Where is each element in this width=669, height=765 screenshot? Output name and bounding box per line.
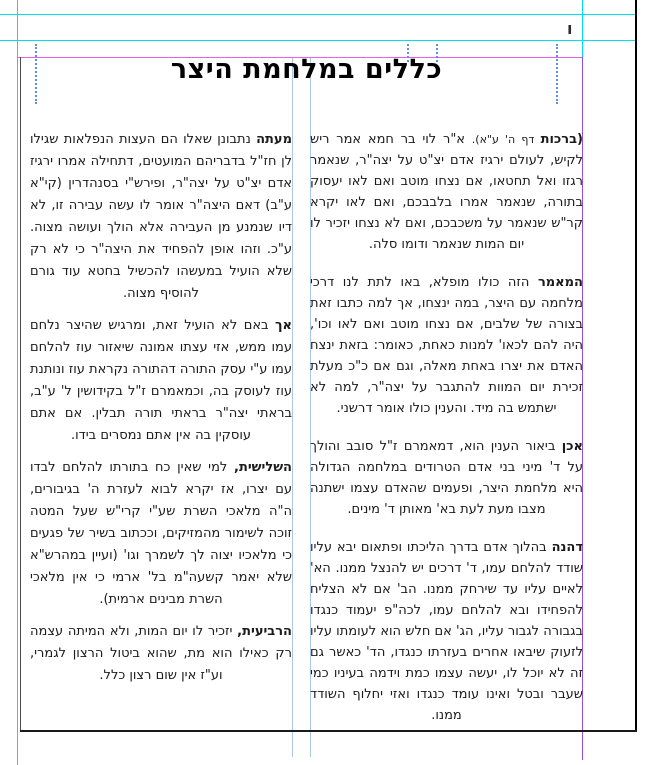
margin-guide-horizontal-header bbox=[0, 40, 636, 41]
page-border-right bbox=[635, 0, 637, 731]
paragraph bbox=[30, 129, 292, 305]
folio-page-mark: ו bbox=[567, 19, 573, 38]
margin-guide-vertical-left bbox=[17, 0, 18, 765]
paragraph-text: נתבונן שאלו הם העצות הנפלאות שגילו לן חז"ל בדבריהם המועטים, דתחילה אמרו ירגיז אדם יצ"ט על יצה"ר, ופירש"י בסנהדרין (קי"א ע"ב) דאם היצה"ר אומר לו עשה עבירה זו, לא דיו שנמנע מן העבירה אלא הולך ועושה מצוה. ע"כ. וזהו אופן להפחיד את היצה"ר כי לא רק שלא הועיל במעשהו להכשיל בחטא עוד גורם להוסיף מצוה. bbox=[30, 132, 292, 301]
paragraph bbox=[30, 457, 292, 611]
paragraph bbox=[310, 272, 583, 419]
paragraph-text: א"ר לוי בר חמא אמר ריש לקיש, לעולם ירגיז אדם יצ"ט על יצה"ר, שנאמר רגזו ואל תחטאו, אם נצחו מוטב ואם לאו יעסוק בתורה, שנאמר אמרו בלבבכם, ואם לאו יקרא קר"ש שנאמר על משכבכם, ואם לא נצחו יזכיר לו יום המות שנאמר ודומו סלה. bbox=[310, 132, 583, 252]
paragraph bbox=[310, 129, 583, 255]
text-column-right[interactable] bbox=[310, 129, 583, 743]
paragraph-text: יזכיר לו יום המות, ולא המיתה עצמה רק כאילו הוא מת, שהוא ביטול הרצון לגמרי, וע"ז אין שום רצון כלל. bbox=[30, 624, 292, 683]
page-border-left bbox=[20, 57, 21, 731]
page-title: כללים במלחמת היצר bbox=[170, 54, 443, 85]
paragraph-lead: אכן bbox=[561, 439, 583, 454]
source-reference: דף ה' ע"א). bbox=[471, 133, 541, 146]
paragraph-lead: (ברכות bbox=[540, 132, 583, 147]
paragraph-lead: הרביעית, bbox=[237, 624, 292, 639]
margin-guide-vertical-right bbox=[582, 0, 583, 57]
margin-guide-horizontal-top bbox=[0, 14, 636, 15]
paragraph-text: ביאור הענין הוא, דמאמרם ז"ל סובב והולך על ד' מיני בני אדם הטרודים במלחמה הגדולה היא מלחמת היצר, ופעמים שהאדם עצמו ישתנה מצבו מעת לעת בא' מאותן ד' מינים. bbox=[310, 439, 583, 517]
text-column-left[interactable] bbox=[30, 129, 292, 697]
paragraph-text: בהלוך אדם בדרך הליכתו ופתאום יבא עליו שודד להלחם עמו, ד' דרכים יש להנצל ממנו. הא' לאיים עליו עד שירחק ממנו. הב' אם לא הצליח להפחידו ובא להלחם עמו, לכה"פ יעמוד כנגדו בגבורה לגבור עליו, הג' אם חלש הוא לעומתו עליו לזעוק שיבאו אחרים בעזרתו כנגדו, הד' כאשר גם זה לא יוכל לו, יעשה עצמו כמת וידמה בעיניו כמי שעבר ובטל ואינו עומד כנגדו ואזי יחלוף השודד ממנו. bbox=[310, 540, 583, 723]
column-guide-inner-left bbox=[292, 58, 293, 757]
paragraph-text: למי שאין כח בתורתו להלחם לבדו עם יצרו, אז יקרא לבוא לעזרת ה' בגיבורים, ה"ה מלאכי השרת שע"י קרי"ש שעל המטה זוכה לשימור מהמזיקים, וככתוב בשיר של פגעים כי מלאכיו יצוה לך לשמרך וגו' (ועיין במהרש"א שלא יאמר קשעה"מ בל' ארמי כי אין מלאכי השרת מבינים ארמית). bbox=[30, 460, 292, 607]
paragraph-lead: מעתה bbox=[256, 132, 292, 147]
paragraph bbox=[30, 315, 292, 447]
paragraph bbox=[30, 621, 292, 687]
paragraph bbox=[310, 436, 583, 520]
paragraph-lead: השלישית, bbox=[234, 460, 292, 475]
paragraph-lead: דהנה bbox=[551, 540, 583, 555]
paragraph-text: הזה כולו מופלא, באו לתת לנו דרכי מלחמה עם היצר, במה ינצחו, אך למה כתבו זאת בצורה של שלבים, אם נצחו מוטב ואם לאו וכו', היה להם לכאו' למנות כאחת, כאומר: בזאת ינצח האדם את יצרו באחת מאלה, וגם אם כ"כ מעלת זכירת יום המוות להתגבר על יצה"ר, למה לא ישתמש בה מיד. והענין כולו אומר דרשני. bbox=[310, 275, 583, 416]
paragraph-text: באם לא הועיל זאת, ומרגיש שהיצר נלחם עמו ממש, אזי עצתו אמונה שיאזור עוז להלחם עמו ע"י עסק התורה דהתורה נקראת עוז ונותנת עוז לעוסק בה, וכמאמרם ז"ל בקידושין ל' ע"ב, בראתי יצה"ר בראתי תורה תבלין. אם אתם עוסקין בה אין אתם נמסרים בידו. bbox=[30, 318, 292, 443]
paragraph-lead: המאמר bbox=[537, 275, 583, 290]
paragraph bbox=[310, 537, 583, 726]
paragraph-lead: אך bbox=[275, 318, 292, 333]
